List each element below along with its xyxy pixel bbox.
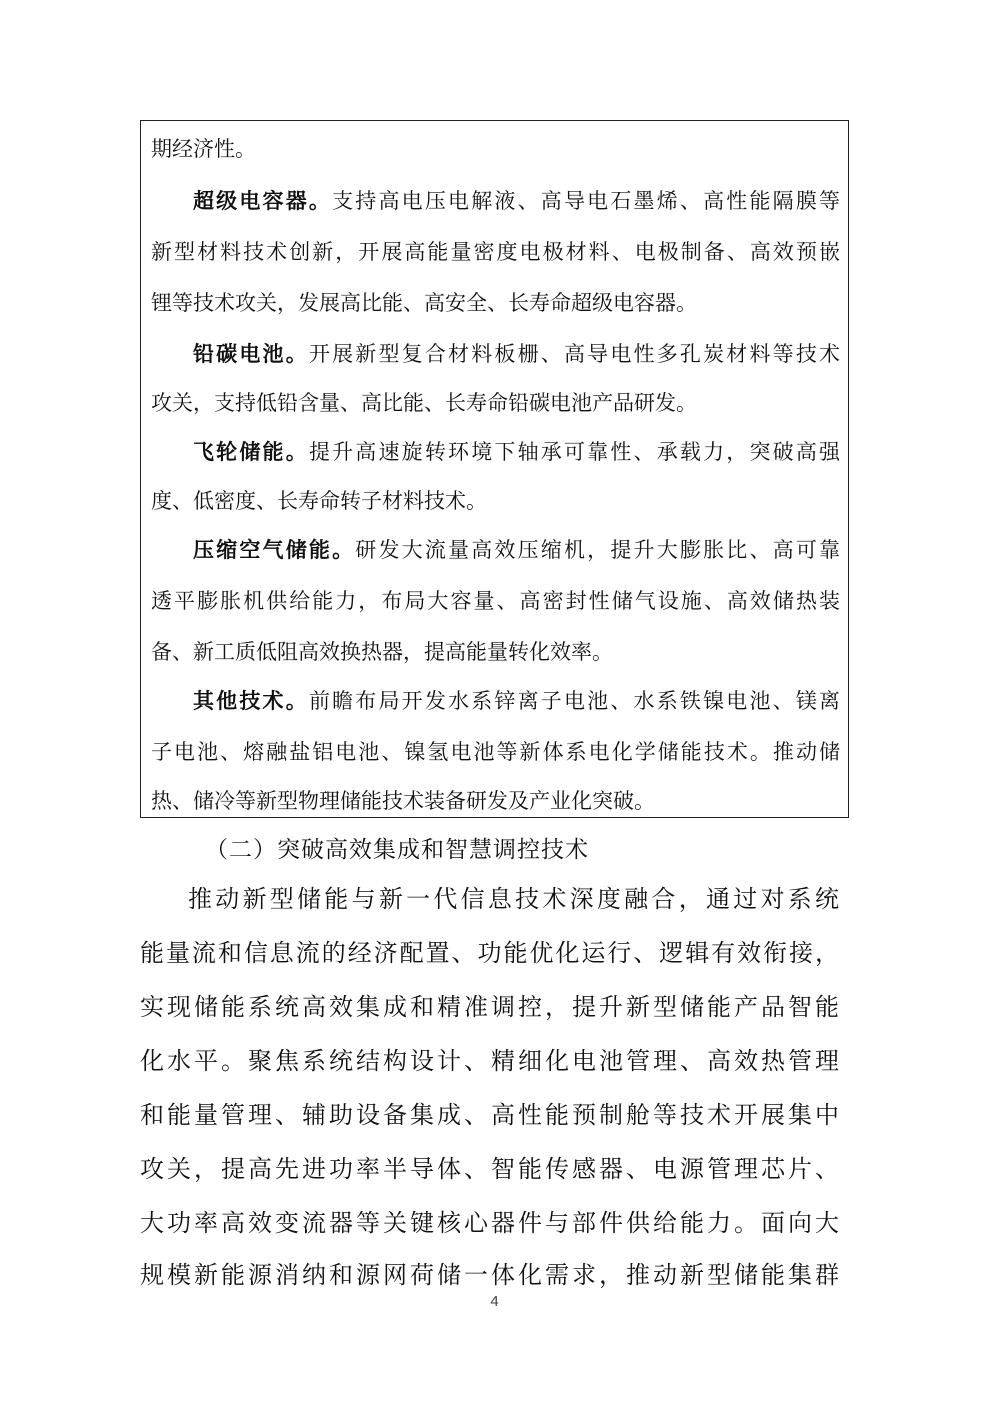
body-line: 推动新型储能与新一代信息技术深度融合，通过对系统 — [188, 885, 840, 913]
section-heading: （二）突破高效集成和智慧调控技术 — [205, 837, 589, 863]
paragraph-text: 开展新型复合材料板栅、高导电性多孔炭材料等技术 — [308, 342, 840, 366]
body-line: 能量流和信息流的经济配置、功能优化运行、逻辑有效衔接， — [140, 939, 840, 967]
flywheel-line-1 — [193, 438, 840, 466]
compressed-air-line-3: 备、新工质低阻高效换热器，提高能量转化效率。 — [151, 640, 613, 664]
supercapacitor-line-2: 新型材料技术创新，开展高能量密度电极材料、电极制备、高效预嵌 — [151, 240, 840, 264]
paragraph-continuation — [151, 135, 840, 163]
paragraph-text: 前瞻布局开发水系锌离子电池、水系铁镍电池、镁离 — [308, 689, 840, 713]
paragraph-text: 提升高速旋转环境下轴承可靠性、承载力，突破高强 — [308, 440, 840, 464]
body-line: 化水平。聚焦系统结构设计、精细化电池管理、高效热管理 — [140, 1047, 840, 1075]
body-line: 和能量管理、辅助设备集成、高性能预制舱等技术开展集中 — [140, 1101, 840, 1129]
other-tech-line-3: 热、储冷等新型物理储能技术装备研发及产业化突破。 — [151, 789, 655, 813]
supercapacitor-line-3: 锂等技术攻关，发展高比能、高安全、长寿命超级电容器。 — [151, 291, 697, 315]
lead-carbon-line-2: 攻关，支持低铅含量、高比能、长寿命铅碳电池产品研发。 — [151, 391, 697, 415]
paragraph-text: 支持高电压电解液、高导电石墨烯、高性能隔膜等 — [332, 189, 840, 213]
other-tech-line-2: 子电池、熔融盐铝电池、镍氢电池等新体系电化学储能技术。推动储 — [151, 740, 840, 764]
compressed-air-title: 压缩空气储能。 — [193, 537, 356, 562]
flywheel-title: 飞轮储能。 — [193, 439, 309, 464]
compressed-air-line-1 — [193, 536, 840, 564]
lead-carbon-line-1 — [193, 340, 840, 368]
technology-text-box — [140, 120, 849, 818]
compressed-air-line-2: 透平膨胀机供给能力，布局大容量、高密封性储气设施、高效储热装 — [151, 589, 840, 613]
other-tech-title: 其他技术。 — [193, 688, 309, 713]
flywheel-line-2: 度、低密度、长寿命转子材料技术。 — [151, 489, 487, 513]
paragraph-text: 研发大流量高效压缩机，提升大膨胀比、高可靠 — [355, 538, 840, 562]
body-line: 规模新能源消纳和源网荷储一体化需求，推动新型储能集群 — [140, 1261, 840, 1289]
body-line: 大功率高效变流器等关键核心器件与部件供给能力。面向大 — [140, 1209, 840, 1237]
paragraph-text: 期经济性。 — [151, 137, 256, 161]
body-line: 实现储能系统高效集成和精准调控，提升新型储能产品智能 — [140, 993, 840, 1021]
supercapacitor-title: 超级电容器。 — [193, 188, 333, 213]
lead-carbon-title: 铅碳电池。 — [193, 341, 309, 366]
page-number: 4 — [490, 1293, 499, 1310]
other-tech-line-1 — [193, 687, 840, 715]
body-line: 攻关，提高先进功率半导体、智能传感器、电源管理芯片、 — [140, 1155, 840, 1183]
supercapacitor-line-1 — [193, 187, 840, 215]
